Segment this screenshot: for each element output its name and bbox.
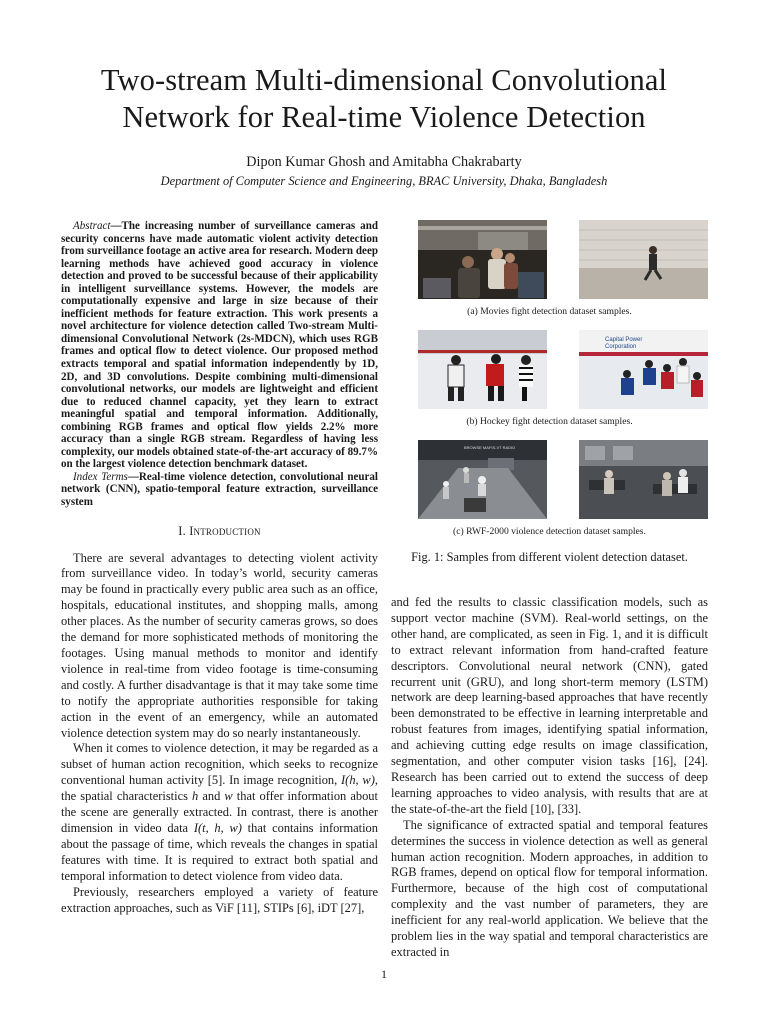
page-number: 1 bbox=[381, 967, 387, 981]
title-line-2: Network for Real-time Violence Detection bbox=[122, 100, 646, 134]
section-title: Introduction bbox=[189, 523, 261, 538]
rwf-sample-image-2 bbox=[579, 440, 708, 519]
movies-sample-image-2 bbox=[579, 220, 708, 299]
rwf-sample-image-1 bbox=[418, 440, 547, 519]
figure-1 bbox=[391, 220, 708, 565]
index-terms-text: —Real-time violence detection, convolutional neural network (CNN), spatio-temporal feature extraction, surveillance system bbox=[61, 470, 379, 509]
title-line-1: Two-stream Multi-dimensional Convolutional bbox=[100, 63, 668, 97]
intro-paragraph-1: There are several advantages to detecting violent activity from surveillance video. In today’s world, security cameras may be found in practically every public area such as an office, hospitals, educational institutes, and shopping malls, among other places. As the number of security cameras grows, so does the demand for more sophisticated methods of monitoring the footages. Using manual methods to monitor and identify violence in real-time from video footage is time-consuming and costly. A further disadvantage is that it may take some time to notify the appropriate authorities responsible for taking action in the event of an emergency, while an automated violence detection system may do so nearly instantaneously. bbox=[61, 550, 378, 740]
intro-p2-text-d: that offer information about the scene are generally extracted. In contrast, there is another dimension in video data bbox=[61, 789, 378, 835]
hockey-sample-image-2 bbox=[579, 330, 708, 409]
figure-row-movies bbox=[418, 220, 708, 299]
hockey-sample-image-1 bbox=[418, 330, 547, 409]
figure-caption: Fig. 1: Samples from different violent detection dataset. bbox=[411, 550, 688, 564]
abstract-label: Abstract bbox=[73, 220, 111, 232]
intro-p2-text-b: , the spatial characteristics bbox=[61, 773, 378, 804]
index-terms-label: Index Terms bbox=[73, 470, 128, 483]
subcaption-c: (c) RWF-2000 violence detection dataset samples. bbox=[453, 526, 646, 537]
left-column bbox=[61, 220, 378, 916]
intro-p2-text-e: that contains information about the passage of time, which reveals the changes in spatial features with time. It is required to extract both spatial and temporal information to detect violence from video data. bbox=[61, 820, 378, 883]
index-terms bbox=[61, 471, 378, 509]
section-heading-introduction bbox=[61, 524, 378, 539]
math-w: w bbox=[224, 789, 233, 804]
abstract bbox=[61, 220, 378, 471]
cctv-overlay-text: BROWSE MAFIS-VT RADIO bbox=[464, 445, 516, 450]
subcaption-a: (a) Movies fight detection dataset samples. bbox=[467, 306, 632, 317]
affiliation: Department of Computer Science and Engineering, BRAC University, Dhaka, Bangladesh bbox=[160, 174, 608, 188]
math-h: h bbox=[192, 789, 199, 804]
math-image-function: I(h, w) bbox=[341, 773, 375, 788]
right-paragraph-1: and fed the results to classic classification models, such as support vector machine (SVM). Real-world settings, on the other hand, are complicated, as seen in Fig. 1, and it is difficult to extract relevant information from hand-crafted feature descriptors. Convolutional neural network (CNN), gated recurrent unit (GRU), and long short-term memory (LSTM) network are deep learning-based approaches that have recently been demonstrated to be effective in learning interpretable and robust features from images, identifying spatial information, and achieving cutting edge results on image classification, segmentation, and other computer vision tasks [16], [24]. Research has been carried out to extend the success of deep learning approaches to video analysis, with results that are at the state-of-the-art the field [10], [33]. bbox=[391, 595, 708, 816]
subcaption-b: (b) Hockey fight detection dataset samples. bbox=[466, 416, 633, 427]
intro-p2-text-c: and bbox=[198, 789, 225, 804]
intro-paragraph-3: Previously, researchers employed a variety of feature extraction approaches, such as ViF [11], STIPs [6], iDT [27], bbox=[61, 884, 378, 915]
board-text: Capital Power bbox=[605, 337, 643, 343]
figure-row-rwf bbox=[418, 440, 708, 519]
movies-sample-image-1 bbox=[418, 220, 547, 299]
paper-title bbox=[0, 62, 768, 136]
intro-paragraph-2 bbox=[61, 741, 378, 884]
section-number: I. bbox=[178, 523, 186, 538]
intro-p2-text-a: When it comes to violence detection, it may be regarded as a subset of human action recognition, which seeks to recognize conventional human activity [5]. In image recognition, bbox=[61, 741, 378, 788]
right-paragraph-2: The significance of extracted spatial and temporal features determines the success in violence detection as well as general human action recognition. Modern approaches, in addition to RGB frames, depend on optical flow for temporal information. Furthermore, because of the high cost of computational complexity and the vast number of parameters, they are inefficient for any real-world application. We believe that the problem lies in the way spatial and temporal characteristics are extracted in bbox=[391, 817, 708, 959]
board-text-2: Corporation bbox=[605, 344, 637, 350]
figure-row-hockey bbox=[418, 330, 708, 409]
authors: Dipon Kumar Ghosh and Amitabha Chakrabarty bbox=[246, 154, 522, 170]
abstract-text: —The increasing number of surveillance cameras and security concerns have made automatic violent activity detection from surveillance footage an active area for research. Modern deep learning methods have achieved good accuracy in violence detection and proved to be successful because of their applicability in intelligent surveillance systems. However, the models are computationally expensive and large in size because of their inefficient methods for feature extraction. This work presents a novel architecture for violence detection called Two-stream Multi-dimensional Convolutional Network (2s-MDCN), which uses RGB frames and optical flow to detect violence. Our proposed method extracts temporal and spatial information independently by 1D, 2D, and 3D convolutions. Despite combining multi-dimensional convolutional networks, our models are lightweight and efficient due to reduced channel capacity, yet they learn to extract meaningful spatial and temporal information. Additionally, combining RGB frames and optical flow yields 2.2% more accuracy than a single RGB stream. Regardless of having less complexity, our models obtained state-of-the-art accuracy of 89.7% on the largest violence detection benchmark dataset. bbox=[61, 220, 378, 471]
right-column bbox=[391, 220, 708, 961]
math-video-function: I(t, h, w) bbox=[193, 820, 242, 835]
